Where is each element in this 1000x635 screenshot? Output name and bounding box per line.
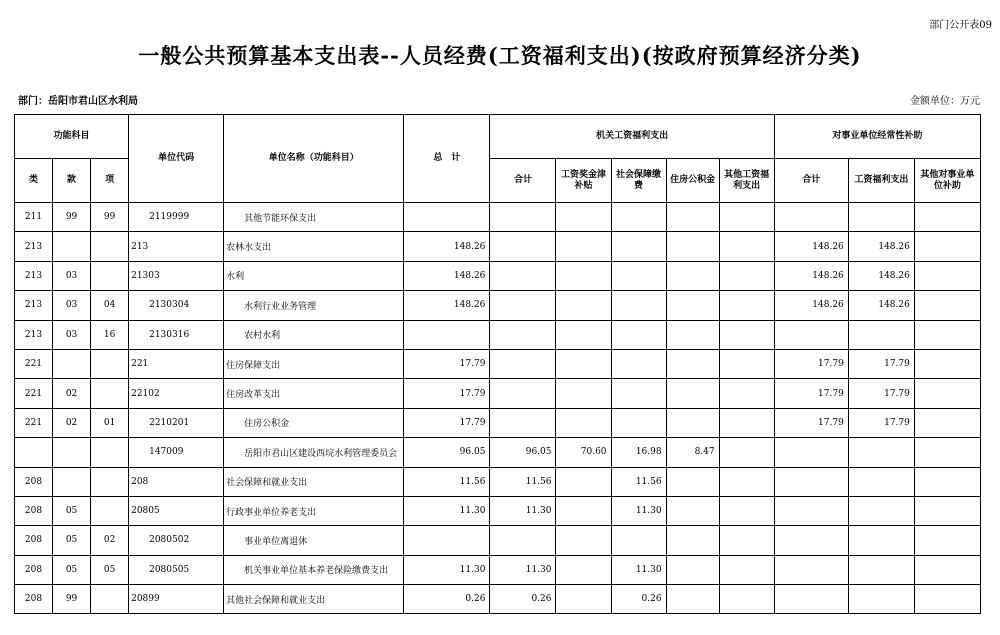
cell-org-sum: 11.30 bbox=[490, 496, 556, 525]
cell-inst-wage: 17.79 bbox=[848, 408, 914, 437]
cell-org-housing bbox=[666, 555, 719, 584]
cell-xiang bbox=[91, 585, 129, 614]
cell-inst-sum: 17.79 bbox=[774, 408, 848, 437]
cell-lei: 213 bbox=[15, 232, 53, 261]
cell-xiang: 16 bbox=[91, 320, 129, 349]
header-unit-name: 单位名称（功能科目） bbox=[224, 115, 404, 203]
cell-lei: 221 bbox=[15, 408, 53, 437]
cell-org-housing bbox=[666, 291, 719, 320]
cell-org-other bbox=[719, 261, 774, 290]
cell-org-housing bbox=[666, 379, 719, 408]
cell-inst-sum bbox=[774, 526, 848, 555]
cell-total: 148.26 bbox=[404, 261, 490, 290]
cell-unit-name: 岳阳市君山区建设西垸水利管理委员会 bbox=[224, 438, 404, 467]
cell-inst-other bbox=[914, 408, 980, 437]
header-kuan: 款 bbox=[53, 159, 91, 203]
cell-org-social: 11.30 bbox=[611, 555, 666, 584]
cell-lei: 211 bbox=[15, 203, 53, 232]
cell-org-housing bbox=[666, 203, 719, 232]
cell-kuan bbox=[53, 438, 91, 467]
cell-org-housing bbox=[666, 496, 719, 525]
cell-org-bonus bbox=[556, 261, 611, 290]
table-row bbox=[15, 526, 981, 555]
header-org-sum: 合计 bbox=[490, 159, 556, 203]
cell-total: 11.30 bbox=[404, 555, 490, 584]
cell-inst-wage bbox=[848, 496, 914, 525]
cell-org-other bbox=[719, 467, 774, 496]
cell-org-bonus bbox=[556, 203, 611, 232]
cell-inst-sum bbox=[774, 496, 848, 525]
cell-inst-sum bbox=[774, 467, 848, 496]
cell-org-social bbox=[611, 379, 666, 408]
cell-lei: 208 bbox=[15, 496, 53, 525]
table-row bbox=[15, 203, 981, 232]
table-row bbox=[15, 467, 981, 496]
header-inst-other: 其他对事业单位补助 bbox=[914, 159, 980, 203]
cell-inst-wage bbox=[848, 203, 914, 232]
cell-org-social bbox=[611, 261, 666, 290]
cell-xiang: 01 bbox=[91, 408, 129, 437]
cell-xiang bbox=[91, 349, 129, 378]
cell-org-sum bbox=[490, 261, 556, 290]
cell-inst-other bbox=[914, 526, 980, 555]
cell-lei: 213 bbox=[15, 261, 53, 290]
page-title: 一般公共预算基本支出表--人员经费(工资福利支出)(按政府预算经济分类) bbox=[138, 43, 862, 68]
cell-inst-sum bbox=[774, 320, 848, 349]
cell-inst-other bbox=[914, 379, 980, 408]
cell-org-bonus bbox=[556, 349, 611, 378]
cell-xiang bbox=[91, 496, 129, 525]
cell-org-social: 11.56 bbox=[611, 467, 666, 496]
cell-xiang: 05 bbox=[91, 555, 129, 584]
cell-inst-wage bbox=[848, 555, 914, 584]
cell-inst-wage: 148.26 bbox=[848, 291, 914, 320]
cell-org-sum bbox=[490, 232, 556, 261]
cell-total: 17.79 bbox=[404, 379, 490, 408]
cell-org-other bbox=[719, 203, 774, 232]
cell-org-bonus bbox=[556, 526, 611, 555]
cell-org-bonus bbox=[556, 585, 611, 614]
cell-org-other bbox=[719, 526, 774, 555]
cell-unit-code: 20805 bbox=[129, 496, 224, 525]
cell-unit-name: 行政事业单位养老支出 bbox=[224, 496, 404, 525]
cell-unit-name: 农林水支出 bbox=[224, 232, 404, 261]
cell-org-social bbox=[611, 320, 666, 349]
cell-inst-wage bbox=[848, 320, 914, 349]
cell-inst-other bbox=[914, 232, 980, 261]
cell-kuan: 99 bbox=[53, 203, 91, 232]
cell-lei: 213 bbox=[15, 320, 53, 349]
cell-org-sum: 96.05 bbox=[490, 438, 556, 467]
cell-inst-other bbox=[914, 467, 980, 496]
cell-org-social bbox=[611, 291, 666, 320]
cell-org-other bbox=[719, 349, 774, 378]
cell-inst-other bbox=[914, 320, 980, 349]
cell-org-housing bbox=[666, 320, 719, 349]
cell-org-sum bbox=[490, 203, 556, 232]
cell-xiang bbox=[91, 467, 129, 496]
cell-inst-sum bbox=[774, 555, 848, 584]
cell-org-bonus bbox=[556, 379, 611, 408]
cell-inst-wage bbox=[848, 467, 914, 496]
cell-unit-code: 2119999 bbox=[129, 203, 224, 232]
cell-inst-wage: 17.79 bbox=[848, 379, 914, 408]
cell-inst-sum: 17.79 bbox=[774, 379, 848, 408]
cell-org-bonus bbox=[556, 291, 611, 320]
budget-table bbox=[14, 114, 981, 614]
cell-kuan: 05 bbox=[53, 496, 91, 525]
cell-xiang bbox=[91, 261, 129, 290]
cell-inst-wage: 148.26 bbox=[848, 232, 914, 261]
cell-unit-code: 221 bbox=[129, 349, 224, 378]
cell-org-social: 11.30 bbox=[611, 496, 666, 525]
cell-unit-code: 147009 bbox=[129, 438, 224, 467]
cell-unit-code: 21303 bbox=[129, 261, 224, 290]
cell-inst-sum bbox=[774, 585, 848, 614]
cell-unit-name: 住房公积金 bbox=[224, 408, 404, 437]
cell-unit-name: 社会保障和就业支出 bbox=[224, 467, 404, 496]
cell-xiang: 02 bbox=[91, 526, 129, 555]
cell-inst-wage: 17.79 bbox=[848, 349, 914, 378]
cell-inst-sum: 17.79 bbox=[774, 349, 848, 378]
cell-org-housing: 8.47 bbox=[666, 438, 719, 467]
cell-org-sum bbox=[490, 408, 556, 437]
cell-kuan: 05 bbox=[53, 555, 91, 584]
cell-org-housing bbox=[666, 526, 719, 555]
cell-total: 17.79 bbox=[404, 349, 490, 378]
form-number: 部门公开表09 bbox=[929, 20, 992, 31]
header-org-other: 其他工资福利支出 bbox=[719, 159, 774, 203]
cell-total bbox=[404, 203, 490, 232]
cell-inst-other bbox=[914, 496, 980, 525]
cell-total: 11.56 bbox=[404, 467, 490, 496]
cell-total bbox=[404, 526, 490, 555]
header-org-social: 社会保障缴费 bbox=[611, 159, 666, 203]
cell-lei: 208 bbox=[15, 585, 53, 614]
cell-unit-code: 2080505 bbox=[129, 555, 224, 584]
cell-org-other bbox=[719, 291, 774, 320]
cell-inst-other bbox=[914, 438, 980, 467]
cell-org-bonus: 70.60 bbox=[556, 438, 611, 467]
cell-org-housing bbox=[666, 408, 719, 437]
cell-inst-other bbox=[914, 349, 980, 378]
table-row bbox=[15, 585, 981, 614]
cell-org-sum bbox=[490, 320, 556, 349]
header-lei: 类 bbox=[15, 159, 53, 203]
cell-inst-other bbox=[914, 203, 980, 232]
cell-org-other bbox=[719, 408, 774, 437]
department-label: 部门：岳阳市君山区水利局 bbox=[18, 96, 138, 107]
cell-unit-name: 水利 bbox=[224, 261, 404, 290]
cell-unit-code: 20899 bbox=[129, 585, 224, 614]
cell-inst-sum: 148.26 bbox=[774, 261, 848, 290]
cell-total bbox=[404, 320, 490, 349]
cell-unit-code: 2210201 bbox=[129, 408, 224, 437]
cell-kuan: 03 bbox=[53, 291, 91, 320]
cell-inst-wage: 148.26 bbox=[848, 261, 914, 290]
header-xiang: 项 bbox=[91, 159, 129, 203]
cell-org-housing bbox=[666, 467, 719, 496]
cell-org-other bbox=[719, 496, 774, 525]
cell-org-housing bbox=[666, 349, 719, 378]
cell-org-sum bbox=[490, 349, 556, 378]
cell-xiang: 04 bbox=[91, 291, 129, 320]
cell-kuan: 02 bbox=[53, 379, 91, 408]
cell-lei: 213 bbox=[15, 291, 53, 320]
cell-org-other bbox=[719, 379, 774, 408]
cell-lei: 208 bbox=[15, 526, 53, 555]
cell-org-other bbox=[719, 438, 774, 467]
table-row bbox=[15, 320, 981, 349]
cell-total: 0.26 bbox=[404, 585, 490, 614]
cell-org-housing bbox=[666, 232, 719, 261]
cell-org-sum: 0.26 bbox=[490, 585, 556, 614]
cell-unit-name: 事业单位离退休 bbox=[224, 526, 404, 555]
cell-kuan bbox=[53, 232, 91, 261]
cell-org-bonus bbox=[556, 232, 611, 261]
table-row bbox=[15, 438, 981, 467]
cell-org-social bbox=[611, 203, 666, 232]
cell-total: 96.05 bbox=[404, 438, 490, 467]
cell-org-bonus bbox=[556, 496, 611, 525]
cell-org-social bbox=[611, 526, 666, 555]
cell-org-sum bbox=[490, 526, 556, 555]
cell-org-social bbox=[611, 349, 666, 378]
cell-unit-code: 2130304 bbox=[129, 291, 224, 320]
cell-unit-name: 机关事业单位基本养老保险缴费支出 bbox=[224, 555, 404, 584]
cell-unit-code: 2080502 bbox=[129, 526, 224, 555]
cell-kuan: 99 bbox=[53, 585, 91, 614]
header-inst-wage: 工资福利支出 bbox=[848, 159, 914, 203]
cell-org-sum bbox=[490, 379, 556, 408]
table-row bbox=[15, 349, 981, 378]
cell-unit-code: 2130316 bbox=[129, 320, 224, 349]
cell-inst-sum: 148.26 bbox=[774, 291, 848, 320]
cell-inst-other bbox=[914, 291, 980, 320]
cell-inst-wage bbox=[848, 526, 914, 555]
cell-org-social bbox=[611, 408, 666, 437]
cell-xiang: 99 bbox=[91, 203, 129, 232]
cell-inst-sum bbox=[774, 438, 848, 467]
cell-total: 148.26 bbox=[404, 232, 490, 261]
header-unit-code: 单位代码 bbox=[129, 115, 224, 203]
cell-org-bonus bbox=[556, 467, 611, 496]
table-row bbox=[15, 555, 981, 584]
cell-inst-sum: 148.26 bbox=[774, 232, 848, 261]
cell-unit-code: 208 bbox=[129, 467, 224, 496]
cell-xiang bbox=[91, 438, 129, 467]
cell-org-sum bbox=[490, 291, 556, 320]
table-row bbox=[15, 261, 981, 290]
cell-unit-name: 住房改革支出 bbox=[224, 379, 404, 408]
cell-lei: 208 bbox=[15, 467, 53, 496]
cell-total: 148.26 bbox=[404, 291, 490, 320]
cell-unit-name: 水利行业业务管理 bbox=[224, 291, 404, 320]
cell-org-bonus bbox=[556, 408, 611, 437]
cell-unit-name: 住房保障支出 bbox=[224, 349, 404, 378]
cell-total: 11.30 bbox=[404, 496, 490, 525]
cell-unit-name: 其他社会保障和就业支出 bbox=[224, 585, 404, 614]
table-row bbox=[15, 379, 981, 408]
cell-lei bbox=[15, 438, 53, 467]
cell-inst-other bbox=[914, 585, 980, 614]
table-row bbox=[15, 408, 981, 437]
cell-org-sum: 11.56 bbox=[490, 467, 556, 496]
cell-kuan bbox=[53, 467, 91, 496]
cell-org-bonus bbox=[556, 555, 611, 584]
cell-org-other bbox=[719, 320, 774, 349]
cell-lei: 208 bbox=[15, 555, 53, 584]
cell-inst-wage bbox=[848, 585, 914, 614]
header-inst-group: 对事业单位经常性补助 bbox=[774, 115, 980, 159]
cell-org-bonus bbox=[556, 320, 611, 349]
cell-org-housing bbox=[666, 261, 719, 290]
cell-total: 17.79 bbox=[404, 408, 490, 437]
cell-org-social: 0.26 bbox=[611, 585, 666, 614]
cell-kuan bbox=[53, 349, 91, 378]
cell-org-social bbox=[611, 232, 666, 261]
header-inst-sum: 合计 bbox=[774, 159, 848, 203]
table-row bbox=[15, 232, 981, 261]
cell-org-other bbox=[719, 555, 774, 584]
cell-inst-wage bbox=[848, 438, 914, 467]
cell-unit-code: 213 bbox=[129, 232, 224, 261]
cell-kuan: 03 bbox=[53, 320, 91, 349]
amount-unit-label: 金额单位：万元 bbox=[910, 96, 980, 107]
header-total: 总 计 bbox=[404, 115, 490, 203]
header-org-group: 机关工资福利支出 bbox=[490, 115, 774, 159]
cell-xiang bbox=[91, 379, 129, 408]
cell-inst-sum bbox=[774, 203, 848, 232]
cell-unit-name: 农村水利 bbox=[224, 320, 404, 349]
cell-kuan: 03 bbox=[53, 261, 91, 290]
header-func-subject: 功能科目 bbox=[15, 115, 129, 159]
table-row bbox=[15, 291, 981, 320]
cell-lei: 221 bbox=[15, 379, 53, 408]
cell-kuan: 02 bbox=[53, 408, 91, 437]
cell-inst-other bbox=[914, 261, 980, 290]
cell-org-sum: 11.30 bbox=[490, 555, 556, 584]
cell-kuan: 05 bbox=[53, 526, 91, 555]
cell-org-housing bbox=[666, 585, 719, 614]
cell-lei: 221 bbox=[15, 349, 53, 378]
cell-org-other bbox=[719, 232, 774, 261]
header-org-bonus: 工资奖金津补贴 bbox=[556, 159, 611, 203]
table-row bbox=[15, 496, 981, 525]
cell-org-social: 16.98 bbox=[611, 438, 666, 467]
cell-unit-name: 其他节能环保支出 bbox=[224, 203, 404, 232]
cell-xiang bbox=[91, 232, 129, 261]
cell-inst-other bbox=[914, 555, 980, 584]
cell-unit-code: 22102 bbox=[129, 379, 224, 408]
cell-org-other bbox=[719, 585, 774, 614]
header-org-housing: 住房公积金 bbox=[666, 159, 719, 203]
